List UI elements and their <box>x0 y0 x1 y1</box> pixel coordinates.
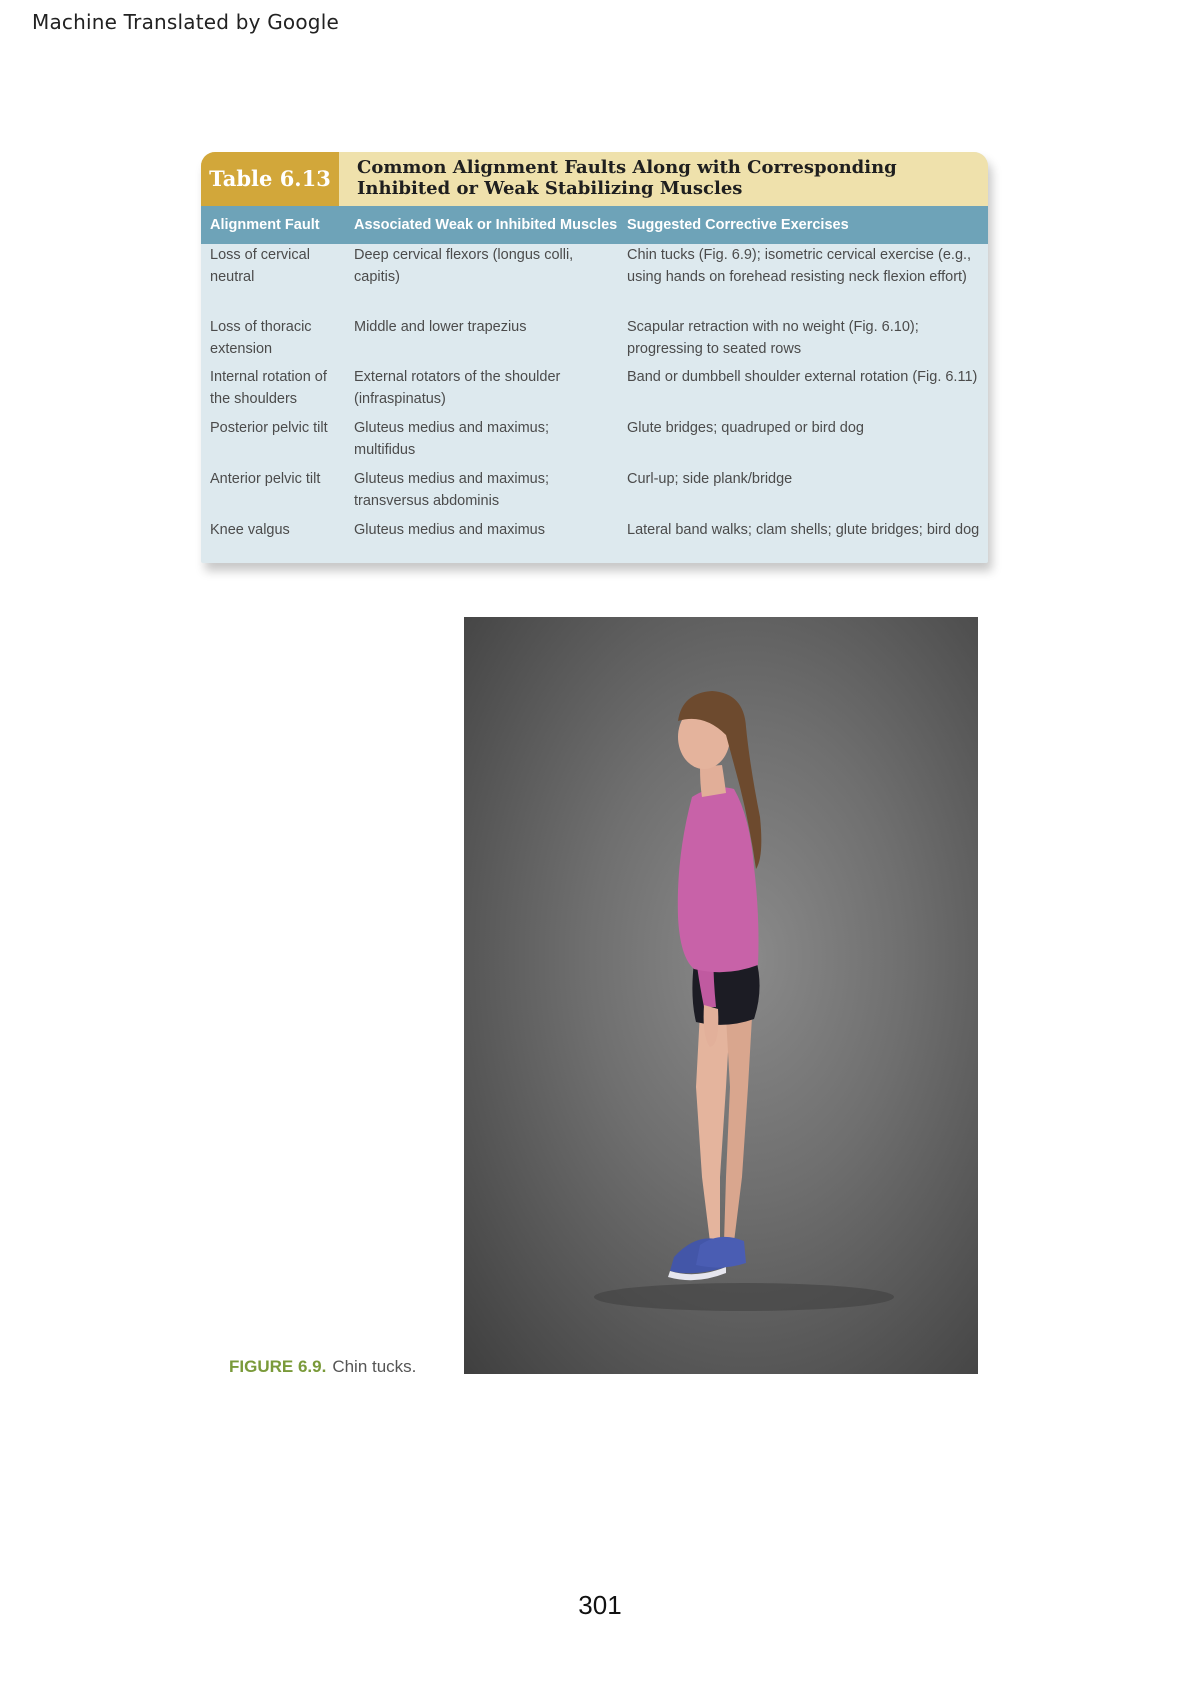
weak-muscles-cell: Deep cervical flexors (longus colli, capitis) <box>354 247 574 285</box>
figure-caption <box>229 1357 416 1377</box>
corrective-exercise-cell: Band or dumbbell shoulder external rotation (Fig. 6.11) <box>627 369 978 385</box>
corrective-exercise-cell: Glute bridges; quadruped or bird dog <box>627 420 864 436</box>
standing-woman-illustration <box>464 617 978 1374</box>
corrective-exercise-cell: Curl-up; side plank/bridge <box>627 471 793 487</box>
table-6-13 <box>201 152 988 563</box>
table-number: Table 6.13 <box>201 152 339 206</box>
weak-muscles-cell: Gluteus medius and maximus <box>354 522 545 538</box>
table-column-headers <box>201 206 988 244</box>
weak-muscles-cell: External rotators of the shoulder (infraspinatus) <box>354 369 561 407</box>
weak-muscles-cell: Middle and lower trapezius <box>354 319 527 335</box>
table-header <box>201 152 988 206</box>
corrective-exercise-cell: Scapular retraction with no weight (Fig. 6.10); progressing to seated rows <box>627 319 919 357</box>
weak-muscles-cell: Gluteus medius and maximus; transversus abdominis <box>354 471 550 509</box>
alignment-fault-cell: Anterior pelvic tilt <box>210 471 321 487</box>
figure-label: FIGURE 6.9. <box>229 1357 327 1376</box>
alignment-fault-cell: Internal rotation of the shoulders <box>210 369 327 407</box>
figure-photo-chin-tuck <box>464 617 978 1374</box>
alignment-fault-cell: Posterior pelvic tilt <box>210 420 328 436</box>
alignment-fault-cell: Loss of thoracic extension <box>210 319 312 357</box>
machine-translation-banner: Machine Translated by Google <box>32 10 339 34</box>
column-header-weak-muscles: Associated Weak or Inhibited Muscles <box>354 217 618 233</box>
weak-muscles-cell: Gluteus medius and maximus; multifidus <box>354 420 550 458</box>
corrective-exercise-cell: Lateral band walks; clam shells; glute bridges; bird dog <box>627 522 980 538</box>
table-title: Common Alignment Faults Along with Corresponding Inhibited or Weak Stabilizing Muscles <box>357 157 897 199</box>
column-header-alignment-fault: Alignment Fault <box>210 217 320 233</box>
alignment-fault-cell: Loss of cervical neutral <box>210 247 310 285</box>
column-header-corrective-exercises: Suggested Corrective Exercises <box>627 217 849 233</box>
corrective-exercise-cell: Chin tucks (Fig. 6.9); isometric cervical exercise (e.g., using hands on forehead resisting neck flexion effort) <box>627 247 972 285</box>
figure-caption-text: Chin tucks. <box>332 1357 417 1376</box>
alignment-fault-cell: Knee valgus <box>210 522 290 538</box>
page-number: 301 <box>578 1590 622 1620</box>
